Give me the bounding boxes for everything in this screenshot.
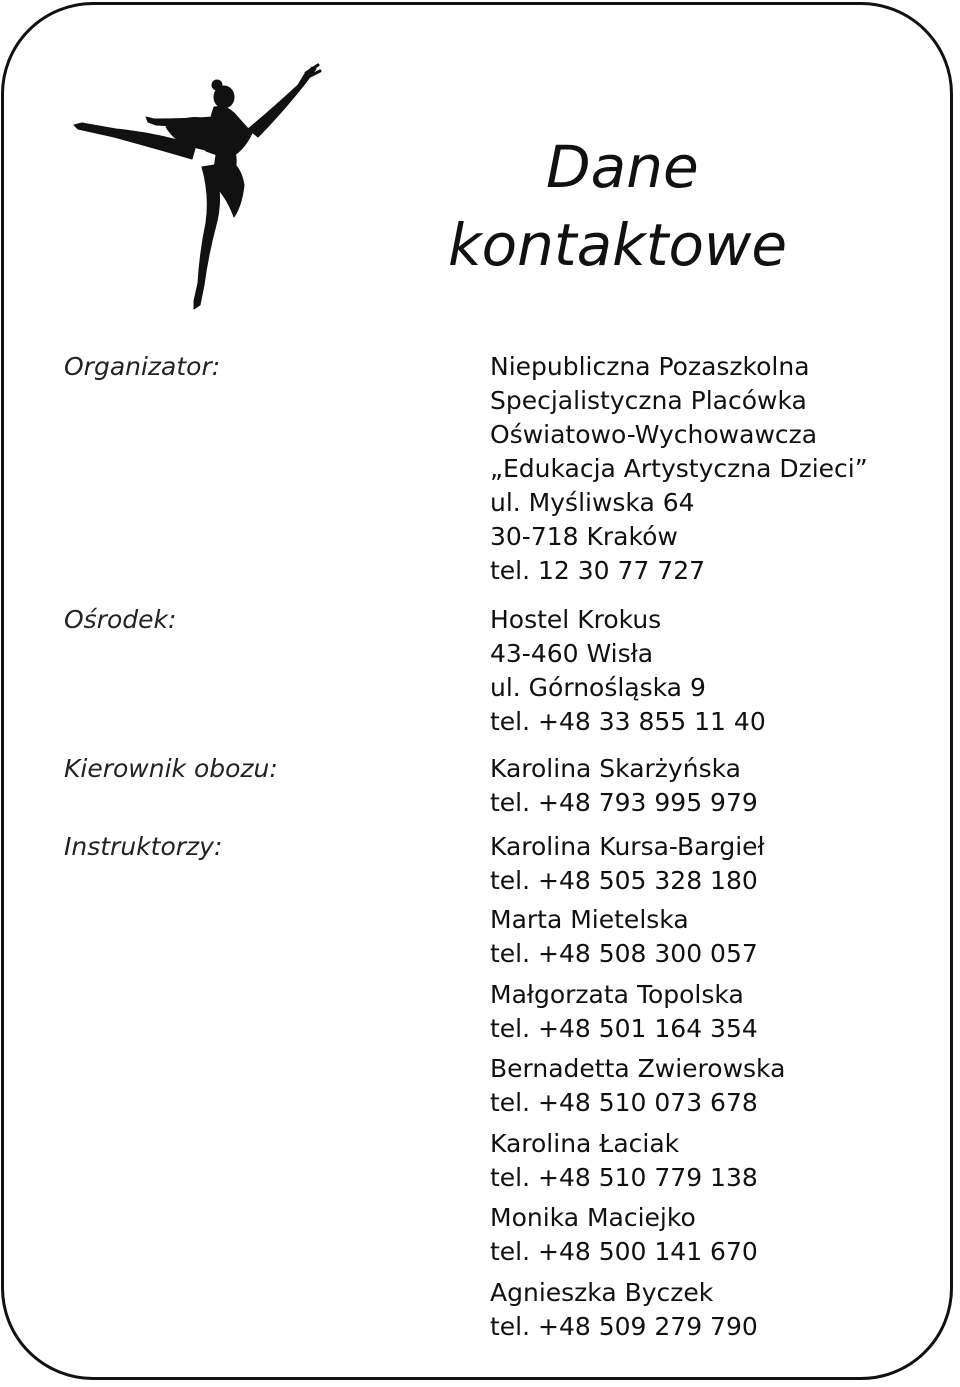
instructor-entry [490, 1201, 758, 1269]
instructor-name: Małgorzata Topolska [490, 980, 744, 1009]
label-venue: Ośrodek: [64, 605, 177, 634]
organizer-line: Oświatowo-Wychowawcza [490, 420, 818, 449]
director-phone: tel. +48 793 995 979 [490, 788, 758, 817]
instructor-phone: tel. +48 501 164 354 [490, 1014, 758, 1043]
ballerina-silhouette-icon [66, 55, 328, 313]
label-instructors: Instruktorzy: [64, 832, 223, 861]
instructor-name: Bernadetta Zwierowska [490, 1054, 786, 1083]
director-name: Karolina Skarżyńska [490, 754, 741, 783]
instructor-phone: tel. +48 508 300 057 [490, 939, 758, 968]
instructor-name: Agnieszka Byczek [490, 1278, 714, 1307]
instructor-phone: tel. +48 509 279 790 [490, 1312, 758, 1341]
instructor-name: Monika Maciejko [490, 1203, 696, 1232]
organizer-line: Specjalistyczna Placówka [490, 386, 807, 415]
instructor-entry [490, 1276, 758, 1344]
organizer-line: „Edukacja Artystyczna Dzieci” [490, 454, 868, 483]
instructor-phone: tel. +48 505 328 180 [490, 866, 758, 895]
instructor-entry [490, 978, 758, 1046]
organizer-block [490, 350, 868, 588]
label-organizer: Organizator: [64, 352, 221, 381]
instructor-phone: tel. +48 510 779 138 [490, 1163, 758, 1192]
organizer-city: 30-718 Kraków [490, 522, 678, 551]
venue-address: ul. Górnośląska 9 [490, 673, 706, 702]
instructor-entry [490, 1052, 785, 1120]
instructor-entry [490, 830, 765, 898]
venue-phone: tel. +48 33 855 11 40 [490, 707, 766, 736]
instructor-entry [490, 903, 758, 971]
instructor-name: Karolina Kursa-Bargieł [490, 832, 765, 861]
title-line-1: Dane [546, 133, 699, 201]
instructor-name: Karolina Łaciak [490, 1129, 680, 1158]
instructor-name: Marta Mietelska [490, 905, 689, 934]
director-block [490, 752, 758, 820]
venue-name: Hostel Krokus [490, 605, 662, 634]
organizer-line: Niepubliczna Pozaszkolna [490, 352, 810, 381]
venue-block [490, 603, 766, 739]
organizer-phone: tel. 12 30 77 727 [490, 556, 706, 585]
instructor-phone: tel. +48 510 073 678 [490, 1088, 758, 1117]
venue-city: 43-460 Wisła [490, 639, 654, 668]
organizer-address: ul. Myśliwska 64 [490, 488, 695, 517]
instructor-entry [490, 1127, 758, 1195]
label-director: Kierownik obozu: [64, 754, 278, 783]
instructor-phone: tel. +48 500 141 670 [490, 1237, 758, 1266]
page-title [448, 128, 868, 284]
title-line-2: kontaktowe [448, 211, 788, 279]
